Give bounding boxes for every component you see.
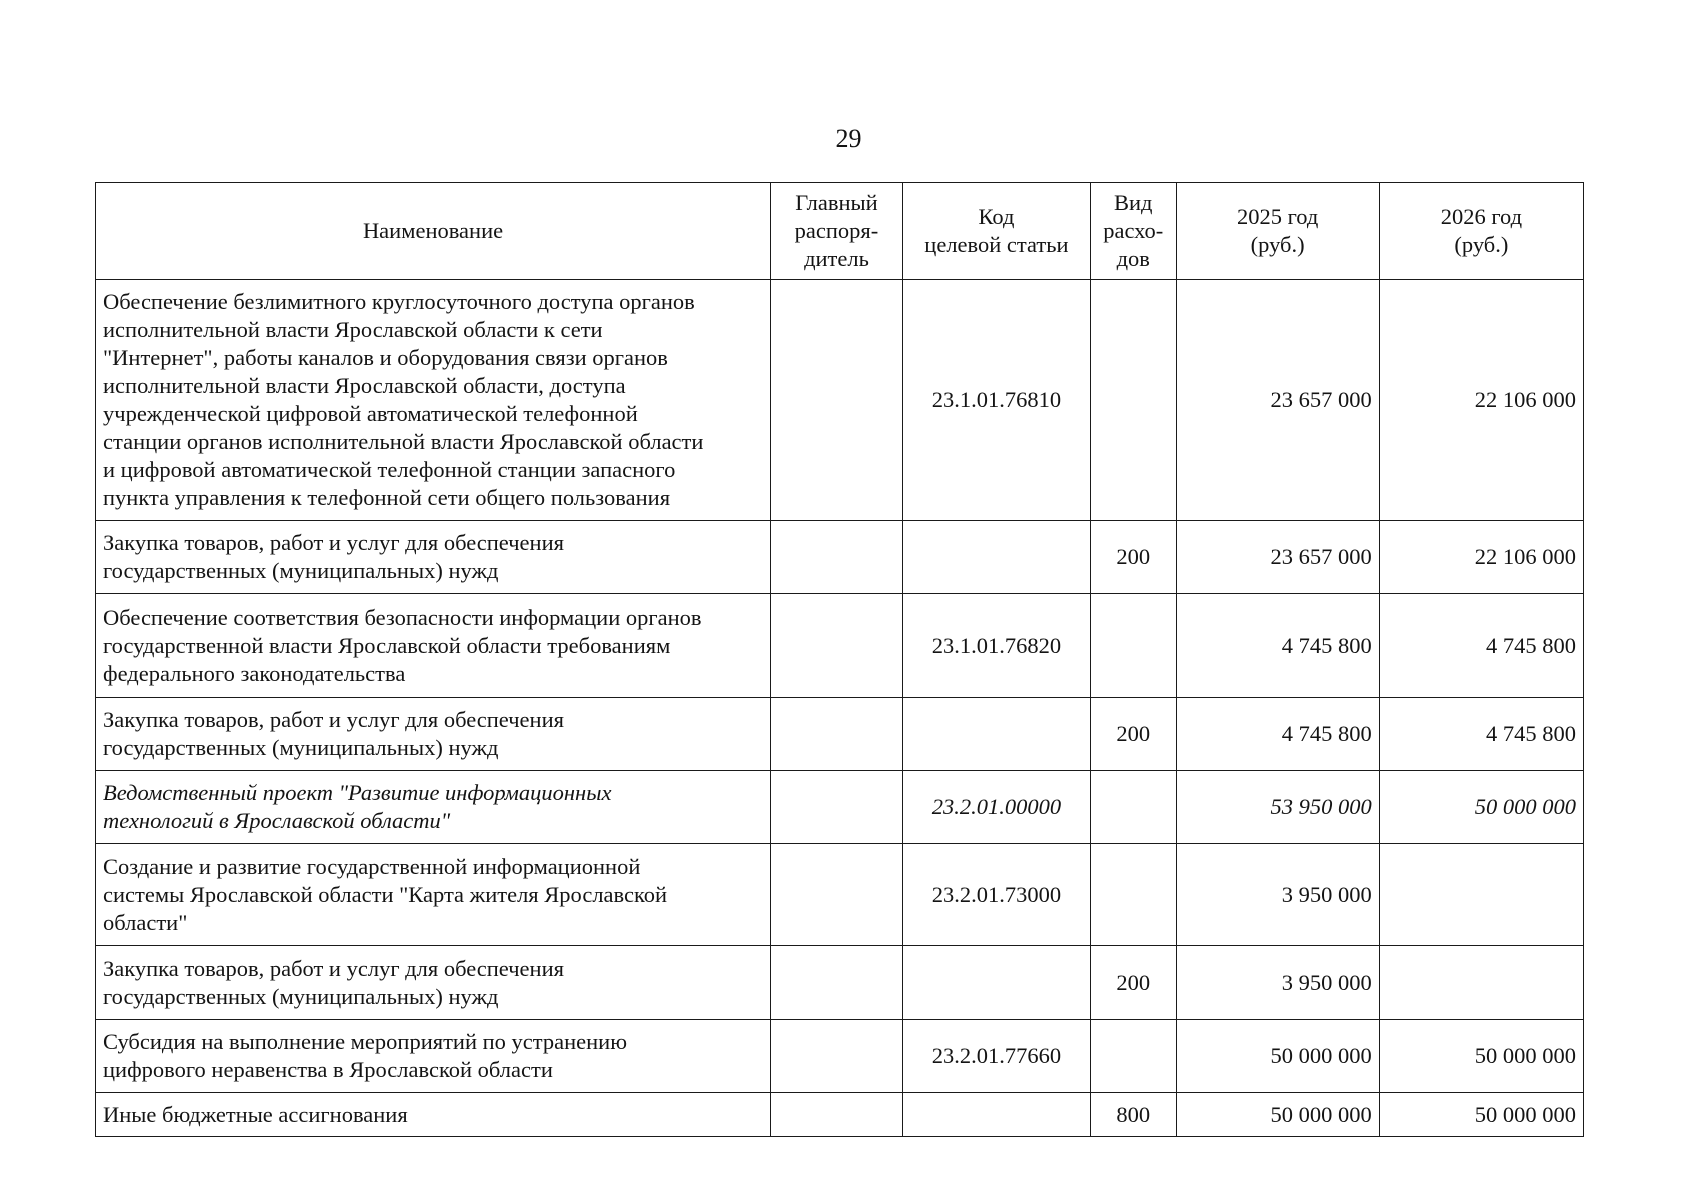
row-chief-cell [771,280,903,521]
row-name-cell: Ведомственный проект "Развитие информационных технологий в Ярославской области" [96,771,771,844]
row-vid-cell [1091,280,1177,521]
table-row [96,1020,1584,1093]
row-2026-cell: 50 000 000 [1379,771,1583,844]
row-vid-cell [1091,844,1177,946]
header-vid: Вид расхо- дов [1091,183,1177,280]
table-row [96,698,1584,771]
row-chief-cell [771,771,903,844]
row-2025-cell: 4 745 800 [1176,594,1379,698]
row-vid-cell [1091,594,1177,698]
table-row [96,844,1584,946]
row-2026-cell [1379,946,1583,1020]
row-2025-cell: 3 950 000 [1176,844,1379,946]
row-chief-cell [771,1093,903,1137]
row-code-cell [902,521,1090,594]
row-code-cell [902,698,1090,771]
row-name-cell: Закупка товаров, работ и услуг для обеспечения государственных (муниципальных) нужд [96,946,771,1020]
row-code-cell: 23.2.01.00000 [902,771,1090,844]
row-2026-cell: 22 106 000 [1379,280,1583,521]
row-code-cell [902,946,1090,1020]
row-code-cell: 23.1.01.76810 [902,280,1090,521]
row-2026-cell: 22 106 000 [1379,521,1583,594]
table-row [96,1093,1584,1137]
row-name-cell: Обеспечение соответствия безопасности информации органов государственной власти Ярославской области требованиям федерального законодательства [96,594,771,698]
row-name-cell: Обеспечение безлимитного круглосуточного доступа органов исполнительной власти Ярославской области к сети "Интернет", работы каналов и оборудования связи органов исполнительной власти Ярославской области, доступа учрежденческой цифровой автоматической телефонной станции органов исполнительной власти Ярославской области и цифровой автоматической телефонной станции запасного пункта управления к телефонной сети общего пользования [96,280,771,521]
row-name-cell: Закупка товаров, работ и услуг для обеспечения государственных (муниципальных) нужд [96,521,771,594]
row-2025-cell: 23 657 000 [1176,280,1379,521]
row-2026-cell [1379,844,1583,946]
row-vid-cell: 200 [1091,946,1177,1020]
table-row [96,594,1584,698]
header-name: Наименование [96,183,771,280]
row-vid-cell: 200 [1091,698,1177,771]
row-2026-cell: 4 745 800 [1379,594,1583,698]
row-chief-cell [771,521,903,594]
header-year-2025: 2025 год (руб.) [1176,183,1379,280]
budget-table [95,182,1584,1137]
row-chief-cell [771,698,903,771]
row-vid-cell [1091,1020,1177,1093]
row-name-cell: Создание и развитие государственной информационной системы Ярославской области "Карта жителя Ярославской области" [96,844,771,946]
row-name-cell: Субсидия на выполнение мероприятий по устранению цифрового неравенства в Ярославской области [96,1020,771,1093]
row-2025-cell: 50 000 000 [1176,1093,1379,1137]
row-chief-cell [771,594,903,698]
table-row [96,946,1584,1020]
row-2025-cell: 23 657 000 [1176,521,1379,594]
row-code-cell: 23.2.01.73000 [902,844,1090,946]
row-vid-cell [1091,771,1177,844]
page-number: 29 [835,124,862,153]
row-chief-cell [771,946,903,1020]
table-row [96,521,1584,594]
row-chief-cell [771,844,903,946]
table-row [96,280,1584,521]
row-vid-cell: 200 [1091,521,1177,594]
row-name-cell: Закупка товаров, работ и услуг для обеспечения государственных (муниципальных) нужд [96,698,771,771]
row-2026-cell: 50 000 000 [1379,1093,1583,1137]
header-code: Код целевой статьи [902,183,1090,280]
row-code-cell: 23.1.01.76820 [902,594,1090,698]
row-vid-cell: 800 [1091,1093,1177,1137]
row-name-cell: Иные бюджетные ассигнования [96,1093,771,1137]
header-year-2026: 2026 год (руб.) [1379,183,1583,280]
table-row-project [96,771,1584,844]
row-2025-cell: 50 000 000 [1176,1020,1379,1093]
row-code-cell [902,1093,1090,1137]
table-header-row [96,183,1584,280]
row-2026-cell: 50 000 000 [1379,1020,1583,1093]
row-chief-cell [771,1020,903,1093]
row-2025-cell: 3 950 000 [1176,946,1379,1020]
row-code-cell: 23.2.01.77660 [902,1020,1090,1093]
row-2026-cell: 4 745 800 [1379,698,1583,771]
header-chief: Главный распоря- дитель [771,183,903,280]
row-2025-cell: 53 950 000 [1176,771,1379,844]
row-2025-cell: 4 745 800 [1176,698,1379,771]
